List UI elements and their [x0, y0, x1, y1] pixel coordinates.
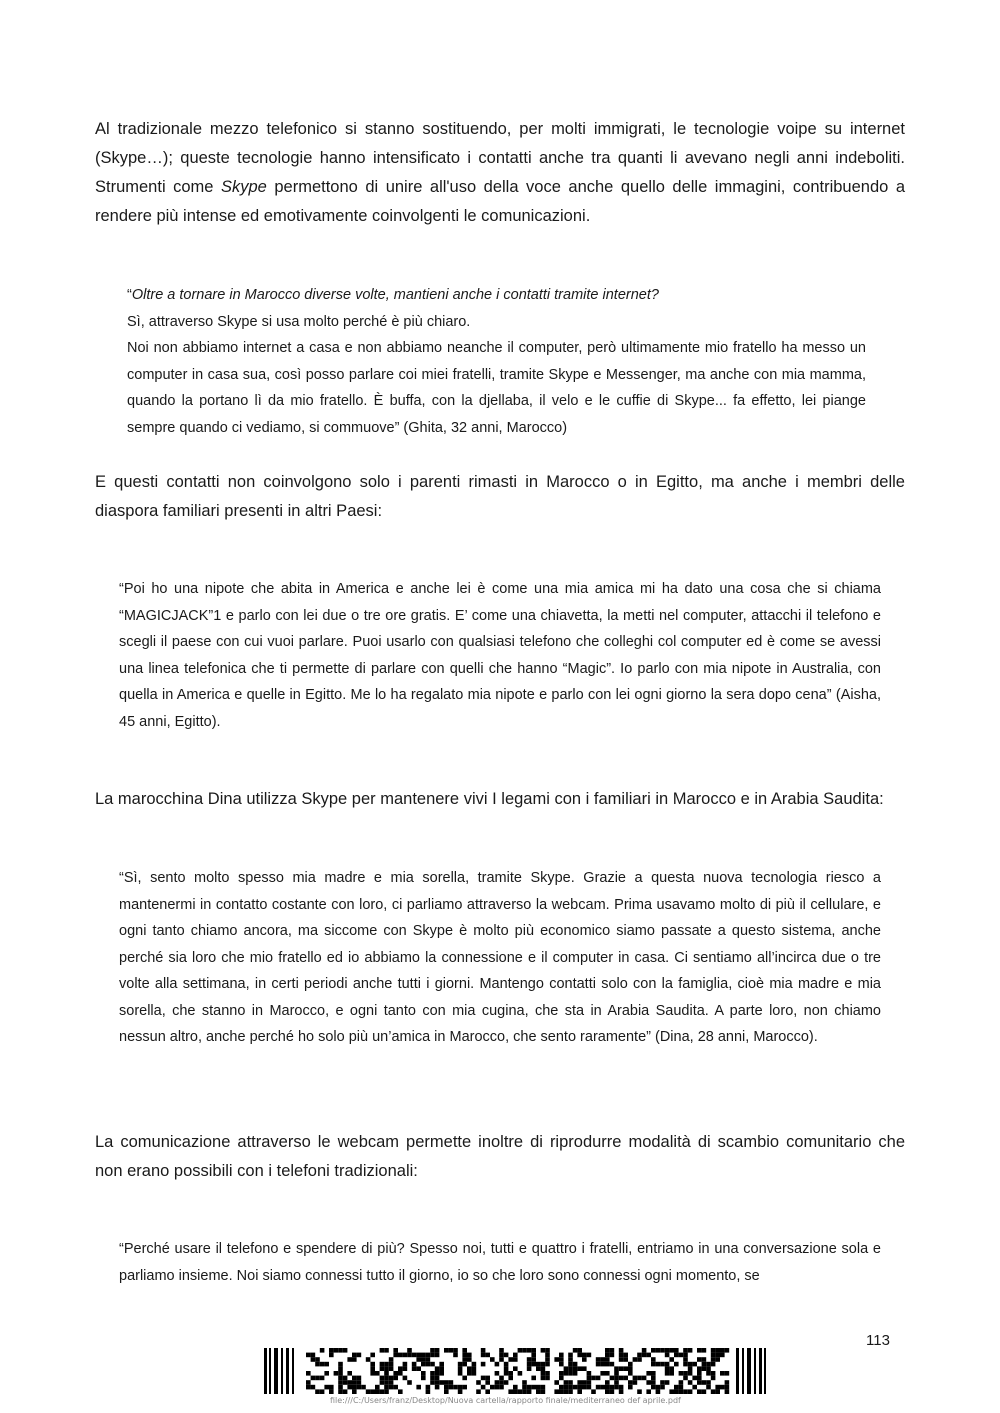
paragraph-dina: La marocchina Dina utilizza Skype per mantenere vivi I legami con i familiari in Marocco e in Arabia Saudita: [95, 790, 884, 808]
barcode-graphic [262, 1348, 768, 1394]
open-quote-mark: “ [127, 287, 132, 303]
skype-italic: Skype [220, 178, 267, 196]
quote-aisha: “Poi ho una nipote che abita in America e anche lei è come una mia amica mi ha dato una cosa che si chiama “MAGICJACK”1 e parlo con lei due o tre ore gratis. E’ come una chiavetta, la metti nel computer, attacchi il telefono e scegli il paese con cui vuoi parlare. Puoi usarlo con qualsiasi telefono che colleghi col computer ed è come se avessi una linea telefonica che ti permette di parlare con quelli che hanno “Magic”. Io parlo con mia nipote in Australia, con quella in America e quelle in Egitto. Me lo ha regalato mia nipote e parlo con lei ogni giorno la sera dopo cena” (Aisha, 45 anni, Egitto). [119, 581, 881, 730]
quote-question [127, 282, 866, 309]
barcode-image [262, 1348, 768, 1394]
quote-answer-line: Sì, attraverso Skype si usa molto perché è più chiaro. [127, 313, 471, 330]
paragraph-text: Al tradizionale mezzo telefonico si stanno sostituendo, per molti immigrati, le tecnologie voipe su internet (Skype…); queste tecnologie hanno intensificato i contatti anche tra quanti li avevano negli anni indeboliti. Strumenti come [95, 120, 905, 196]
paragraph-text: permettono di unire all'uso della voce anche quello delle immagini, contribuendo a rendere più intense ed emotivamente coinvolgenti le comunicazioni. [95, 178, 905, 225]
footer-file-path: file:///C:/Users/franz/Desktop/Nuova cartella/rapporto finale/mediterraneo def aprile.pdf [330, 1396, 681, 1405]
quote-fratelli: “Perché usare il telefono e spendere di più? Spesso noi, tutti e quattro i fratelli, entriamo in una conversazione sola e parliamo insieme. Noi siamo connessi tutto il giorno, io so che loro sono connessi ogni momento, se [119, 1241, 881, 1284]
quote-answer: Noi non abbiamo internet a casa e non abbiamo neanche il computer, però ultimamente mio fratello ha messo un computer in casa sua, così posso parlare coi miei fratelli, tramite Skype e Messenger, ma anche con mia mamma, quando la portano lì da mio fratello. È buffa, con la djellaba, il velo e le cuffie di Skype... fa effetto, lei piange sempre quando ci vediamo, si commuove” (Ghita, 32 anni, Marocco) [127, 340, 866, 436]
interview-question: Oltre a tornare in Marocco diverse volte, mantieni anche i contatti tramite internet? [131, 287, 659, 303]
page-number: 113 [866, 1332, 890, 1349]
quote-dina: “Sì, sento molto spesso mia madre e mia sorella, tramite Skype. Grazie a questa nuova tecnologia riesco a mantenermi in contatto costante con loro, ci parliamo attraverso la webcam. Prima usavamo molto di più il cellulare, e ogni tanto chiamo ancora, ma siccome con Skype è molto più economico siamo passate a questo sistema, anche perché sia loro che mio fratello ed io abbiamo la connessione e il computer in casa. Ci sentiamo all’incirca due o tre volte alla settimana, in certi periodi anche tutti i giorni. Mantengo contatti solo con la famiglia, cioè mia madre e mia sorella, che stanno in Marocco, e ogni tanto con mia cugina, che sta in Arabia Saudita. A parte loro, non chiamo nessun altro, anche perché ho solo più un’amica in Marocco, che sento raramente” (Dina, 28 anni, Marocco). [119, 870, 881, 1045]
paragraph-diaspora: E questi contatti non coinvolgono solo i parenti rimasti in Marocco o in Egitto, ma anche i membri delle diaspora familiari presenti in altri Paesi: [95, 473, 905, 520]
paragraph-voip [95, 115, 905, 231]
quote-ghita [127, 282, 866, 441]
paragraph-webcam: La comunicazione attraverso le webcam permette inoltre di riprodurre modalità di scambio comunitario che non erano possibili con i telefoni tradizionali: [95, 1133, 905, 1180]
